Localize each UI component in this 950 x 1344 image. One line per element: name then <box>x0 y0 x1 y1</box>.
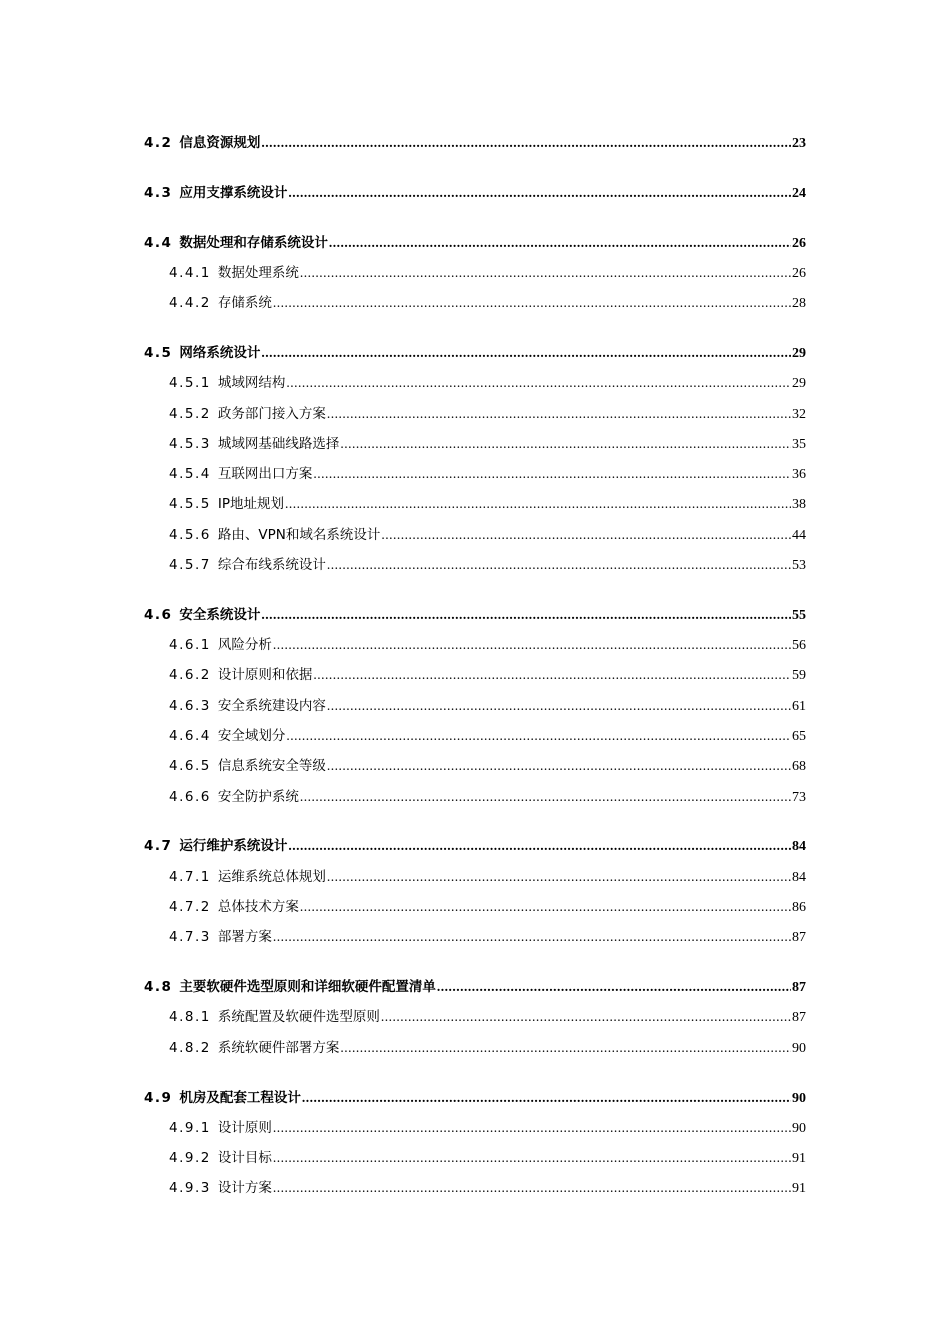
toc-dot-leader <box>313 459 791 489</box>
toc-subsection-entry[interactable] <box>144 550 806 580</box>
toc-entry-number: 4.7.1 <box>169 868 211 885</box>
toc-subsection-entry[interactable] <box>144 1173 806 1203</box>
toc-dot-leader <box>327 862 791 892</box>
toc-entry-number: 4.6.6 <box>169 788 211 805</box>
toc-entry-title: 设计原则和依据 <box>217 667 313 684</box>
toc-entry-number: 4.2 <box>144 135 173 151</box>
toc-entry-number: 4.9.2 <box>169 1150 211 1167</box>
toc-entry-page-number: 26 <box>792 235 806 251</box>
toc-subsection-entry[interactable] <box>144 660 806 690</box>
toc-dot-leader <box>273 1143 791 1173</box>
toc-entry-number: 4.5.3 <box>169 435 211 452</box>
toc-subsection-entry[interactable] <box>144 721 806 751</box>
toc-entry-number: 4.5.5 <box>169 496 211 513</box>
toc-entry-number: 4.8.2 <box>169 1039 211 1056</box>
toc-entry-page-number: 68 <box>792 759 806 775</box>
toc-entry-title: 设计目标 <box>217 1150 272 1167</box>
toc-entry-number: 4.6.2 <box>169 667 211 684</box>
toc-entry-number: 4.6.1 <box>169 637 211 654</box>
toc-entry-number: 4.8.1 <box>169 1009 211 1026</box>
toc-entry-title: 数据处理和存储系统设计 <box>179 234 328 251</box>
toc-entry-title: 政务部门接入方案 <box>217 405 326 422</box>
toc-entry-number: 4.6.3 <box>169 697 211 714</box>
toc-entry-number: 4.6 <box>144 606 173 623</box>
toc-entry-page-number: 91 <box>792 1181 806 1197</box>
toc-entry-page-number: 87 <box>792 980 806 996</box>
toc-entry-title: 运维系统总体规划 <box>217 868 326 885</box>
toc-subsection-entry[interactable] <box>144 1002 806 1032</box>
toc-entry-page-number: 59 <box>792 668 806 684</box>
toc-subsection-entry[interactable] <box>144 691 806 721</box>
toc-entry-title: IP地址规划 <box>217 496 284 513</box>
toc-entry-number: 4.5 <box>144 344 173 361</box>
toc-subsection-entry[interactable] <box>144 751 806 781</box>
toc-dot-leader <box>437 972 791 1002</box>
toc-entry-title: 城域网结构 <box>217 375 286 392</box>
toc-section-entry[interactable] <box>144 972 806 1002</box>
toc-subsection-entry[interactable] <box>144 1143 806 1173</box>
toc-entry-page-number: 90 <box>792 1090 806 1106</box>
toc-dot-leader <box>261 600 791 630</box>
toc-entry-number: 4.9.3 <box>169 1180 211 1197</box>
toc-section-entry[interactable] <box>144 831 806 861</box>
toc-section-entry[interactable] <box>144 600 806 630</box>
toc-dot-leader <box>300 782 791 812</box>
toc-subsection-entry[interactable] <box>144 258 806 288</box>
toc-entry-page-number: 90 <box>792 1040 806 1056</box>
toc-subsection-entry[interactable] <box>144 520 806 550</box>
toc-subsection-entry[interactable] <box>144 459 806 489</box>
toc-dot-leader <box>261 338 791 368</box>
toc-entry-number: 4.3 <box>144 184 173 201</box>
toc-dot-leader <box>273 630 791 660</box>
toc-dot-leader <box>261 128 791 158</box>
toc-entry-title: 安全系统建设内容 <box>217 697 326 714</box>
toc-entry-number: 4.9 <box>144 1089 173 1106</box>
toc-entry-title: 互联网出口方案 <box>217 466 313 483</box>
toc-entry-title: 运行维护系统设计 <box>179 838 288 855</box>
toc-subsection-entry[interactable] <box>144 1113 806 1143</box>
toc-entry-page-number: 44 <box>792 527 806 543</box>
toc-entry-page-number: 26 <box>792 265 806 281</box>
toc-entry-number: 4.5.7 <box>169 557 211 574</box>
toc-subsection-entry[interactable] <box>144 1033 806 1063</box>
toc-entry-title: 安全防护系统 <box>217 788 299 805</box>
toc-subsection-entry[interactable] <box>144 368 806 398</box>
toc-dot-leader <box>300 892 791 922</box>
toc-section-entry[interactable] <box>144 1083 806 1113</box>
toc-section-entry[interactable] <box>144 228 806 258</box>
toc-entry-title: 网络系统设计 <box>179 344 261 361</box>
toc-entry-page-number: 87 <box>792 1010 806 1026</box>
toc-section-entry[interactable] <box>144 128 806 158</box>
toc-entry-number: 4.6.5 <box>169 758 211 775</box>
toc-section-entry[interactable] <box>144 178 806 208</box>
toc-entry-page-number: 84 <box>792 839 806 855</box>
toc-entry-number: 4.4 <box>144 234 173 251</box>
toc-subsection-entry[interactable] <box>144 782 806 812</box>
toc-dot-leader <box>381 1002 791 1032</box>
toc-dot-leader <box>288 831 791 861</box>
toc-dot-leader <box>327 550 791 580</box>
toc-entry-title: 设计原则 <box>217 1119 272 1136</box>
toc-dot-leader <box>273 922 791 952</box>
toc-entry-title: 应用支撑系统设计 <box>179 184 288 201</box>
toc-entry-page-number: 84 <box>792 869 806 885</box>
toc-entry-number: 4.5.4 <box>169 466 211 483</box>
toc-entry-number: 4.7.2 <box>169 899 211 916</box>
toc-entry-page-number: 28 <box>792 296 806 312</box>
toc-entry-page-number: 90 <box>792 1120 806 1136</box>
toc-entry-title: 系统配置及软硬件选型原则 <box>217 1009 380 1026</box>
toc-entry-number: 4.8 <box>144 979 173 996</box>
toc-entry-page-number: 55 <box>792 607 806 623</box>
toc-dot-leader <box>340 1033 791 1063</box>
toc-entry-page-number: 56 <box>792 638 806 654</box>
toc-entry-title: 路由、VPN和域名系统设计 <box>217 526 381 543</box>
toc-dot-leader <box>327 691 791 721</box>
toc-entry-page-number: 29 <box>792 376 806 392</box>
toc-dot-leader <box>288 178 791 208</box>
table-of-contents <box>144 128 806 1204</box>
toc-subsection-entry[interactable] <box>144 288 806 318</box>
toc-entry-number: 4.4.2 <box>169 295 211 312</box>
toc-entry-title: 综合布线系统设计 <box>217 557 326 574</box>
toc-entry-page-number: 23 <box>792 136 806 151</box>
toc-dot-leader <box>329 228 791 258</box>
toc-dot-leader <box>327 751 791 781</box>
toc-entry-page-number: 32 <box>792 406 806 422</box>
toc-entry-title: 机房及配套工程设计 <box>179 1089 301 1106</box>
toc-entry-page-number: 61 <box>792 698 806 714</box>
toc-entry-number: 4.6.4 <box>169 728 211 745</box>
toc-entry-number: 4.7 <box>144 838 173 855</box>
toc-entry-number: 4.4.1 <box>169 264 211 281</box>
toc-dot-leader <box>286 721 791 751</box>
toc-entry-number: 4.5.2 <box>169 405 211 422</box>
toc-dot-leader <box>286 368 791 398</box>
toc-entry-page-number: 65 <box>792 729 806 745</box>
toc-entry-page-number: 86 <box>792 900 806 916</box>
toc-dot-leader <box>340 429 791 459</box>
toc-entry-title: 信息资源规划 <box>179 135 261 151</box>
toc-entry-title: 风险分析 <box>217 637 272 654</box>
toc-entry-number: 4.5.6 <box>169 526 211 543</box>
toc-subsection-entry[interactable] <box>144 489 806 519</box>
toc-entry-title: 城域网基础线路选择 <box>217 435 340 452</box>
toc-subsection-entry[interactable] <box>144 429 806 459</box>
toc-entry-page-number: 91 <box>792 1151 806 1167</box>
toc-entry-title: 主要软硬件选型原则和详细软硬件配置清单 <box>179 979 436 996</box>
toc-subsection-entry[interactable] <box>144 399 806 429</box>
toc-entry-title: 安全系统设计 <box>179 606 261 623</box>
toc-entry-title: 设计方案 <box>217 1180 272 1197</box>
toc-entry-page-number: 53 <box>792 558 806 574</box>
toc-entry-page-number: 38 <box>792 497 806 513</box>
toc-entry-title: 存储系统 <box>217 295 272 312</box>
toc-entry-title: 信息系统安全等级 <box>217 758 326 775</box>
toc-entry-page-number: 35 <box>792 436 806 452</box>
toc-entry-title: 数据处理系统 <box>217 264 299 281</box>
toc-entry-page-number: 24 <box>792 185 806 201</box>
toc-dot-leader <box>327 399 791 429</box>
toc-entry-number: 4.9.1 <box>169 1119 211 1136</box>
toc-dot-leader <box>381 520 791 550</box>
toc-entry-title: 总体技术方案 <box>217 899 299 916</box>
toc-subsection-entry[interactable] <box>144 630 806 660</box>
toc-dot-leader <box>285 489 791 519</box>
toc-entry-title: 系统软硬件部署方案 <box>217 1039 340 1056</box>
toc-entry-title: 安全域划分 <box>217 728 286 745</box>
toc-entry-page-number: 29 <box>792 345 806 361</box>
toc-entry-page-number: 73 <box>792 789 806 805</box>
toc-subsection-entry[interactable] <box>144 862 806 892</box>
toc-section-entry[interactable] <box>144 338 806 368</box>
toc-dot-leader <box>273 1173 791 1203</box>
toc-entry-page-number: 36 <box>792 467 806 483</box>
toc-dot-leader <box>313 660 791 690</box>
toc-entry-number: 4.7.3 <box>169 929 211 946</box>
toc-entry-number: 4.5.1 <box>169 375 211 392</box>
toc-subsection-entry[interactable] <box>144 892 806 922</box>
toc-dot-leader <box>302 1083 791 1113</box>
toc-dot-leader <box>273 288 791 318</box>
toc-dot-leader <box>300 258 791 288</box>
toc-entry-title: 部署方案 <box>217 929 272 946</box>
toc-entry-page-number: 87 <box>792 930 806 946</box>
toc-dot-leader <box>273 1113 791 1143</box>
toc-subsection-entry[interactable] <box>144 922 806 952</box>
